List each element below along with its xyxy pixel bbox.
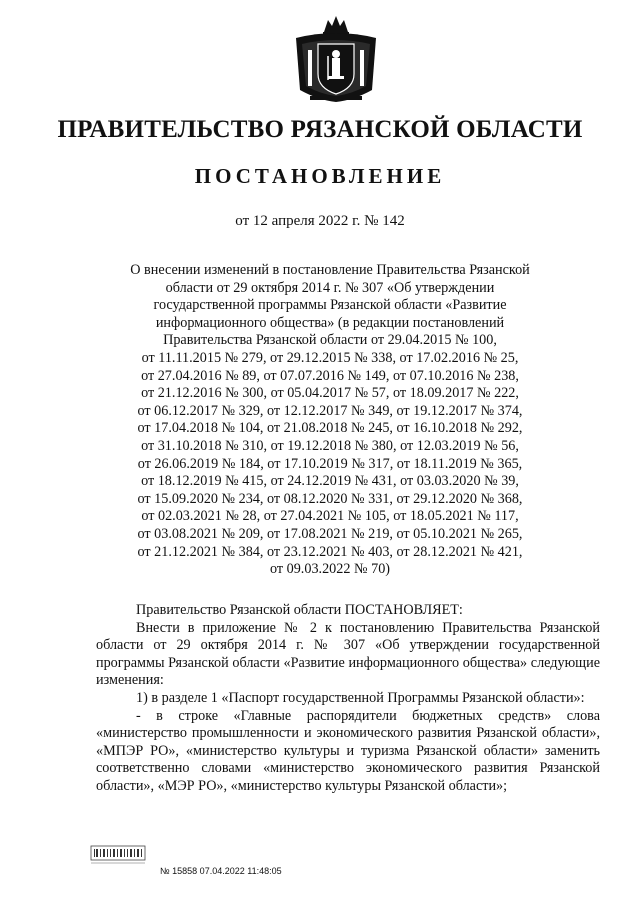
subject-line: от 02.03.2021 № 28, от 27.04.2021 № 105, от 18.05.2021 № 117, (141, 508, 519, 525)
subject-line: от 27.04.2016 № 89, от 07.07.2016 № 149, от 07.10.2016 № 238, (141, 367, 519, 384)
subject-line: от 15.09.2020 № 234, от 08.12.2020 № 331, от 29.12.2020 № 368, (137, 490, 523, 507)
paragraph-resolves: Правительство Рязанской области ПОСТАНОВЛЯЕТ: (136, 602, 463, 618)
document-subject (100, 262, 560, 579)
subject-line: от 11.11.2015 № 279, от 29.12.2015 № 338, от 17.02.2016 № 25, (141, 349, 519, 366)
barcode-stamp-icon (90, 840, 146, 866)
subject-line: от 09.03.2022 № 70) (269, 561, 391, 578)
subject-line: от 26.06.2019 № 184, от 17.10.2019 № 317, от 18.11.2019 № 365, (137, 455, 523, 472)
subject-line: Правительства Рязанской области от 29.04.2015 № 100, (163, 332, 497, 349)
coat-of-arms-icon (288, 10, 384, 106)
subject-line: государственной программы Рязанской области «Развитие (153, 297, 507, 314)
subject-line: от 31.10.2018 № 310, от 19.12.2018 № 380, от 12.03.2019 № 56, (141, 437, 519, 454)
subject-line: области от 29 октября 2014 г. № 307 «Об утверждении (165, 279, 495, 296)
paragraph-item-1-detail: - в строке «Главные распорядители бюджетных средств» слова «министерство промышленности и экономического развития Рязанской области», «МПЭР РО», «министерство культуры и туризма Рязанской области» заменить соответственно словами «министерство экономического развития Рязанской области», «МЭР РО», «министерство культуры Рязанской области»; (96, 707, 600, 794)
paragraph-amend: Внести в приложение № 2 к постановлению Правительства Рязанской области от 29 октября 2014 г. № 307 «Об утверждении государственной программы Рязанской области «Развитие информационного общества» следующие изменения: (96, 619, 600, 689)
subject-line: О внесении изменений в постановление Правительства Рязанской (130, 262, 530, 278)
document-body (96, 602, 600, 796)
government-title: ПРАВИТЕЛЬСТВО РЯЗАНСКОЙ ОБЛАСТИ (57, 116, 583, 143)
subject-line: от 21.12.2016 № 300, от 05.04.2017 № 57, от 18.09.2017 № 222, (141, 385, 519, 402)
subject-line: от 17.04.2018 № 104, от 21.08.2018 № 245, от 16.10.2018 № 292, (137, 420, 523, 437)
subject-line: от 06.12.2017 № 329, от 12.12.2017 № 349, от 19.12.2017 № 374, (137, 402, 523, 419)
document-kind: ПОСТАНОВЛЕНИЕ (194, 164, 446, 188)
subject-line: информационного общества» (в редакции постановлений (155, 314, 505, 331)
paragraph-item-1: 1) в разделе 1 «Паспорт государственной Программы Рязанской области»: (136, 689, 585, 706)
subject-line: от 03.08.2021 № 209, от 17.08.2021 № 219, от 05.10.2021 № 265, (137, 525, 523, 542)
subject-line: от 18.12.2019 № 415, от 24.12.2019 № 431, от 03.03.2020 № 39, (141, 473, 519, 490)
document-date: от 12 апреля 2022 г. № 142 (235, 213, 405, 229)
subject-line: от 21.12.2021 № 384, от 23.12.2021 № 403, от 28.12.2021 № 421, (137, 543, 523, 560)
registration-number: № 15858 07.04.2022 11:48:05 (160, 866, 282, 876)
